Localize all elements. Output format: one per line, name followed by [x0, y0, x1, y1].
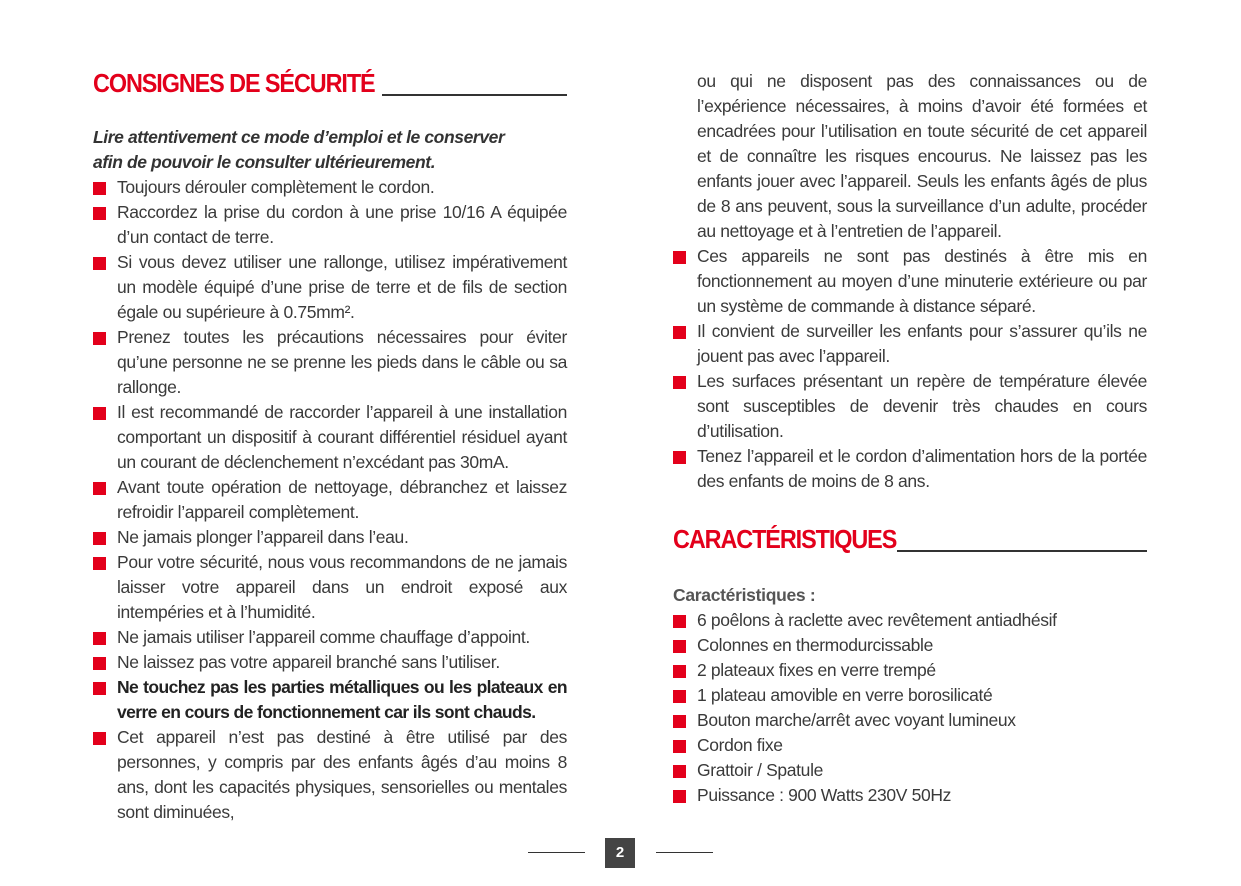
bullet-square-icon — [93, 207, 106, 220]
list-item: Il convient de surveiller les enfants pour s’assurer qu’ils ne jouent pas avec l’appareil. — [673, 319, 1147, 369]
footer-rule-left — [528, 852, 585, 853]
bullet-square-icon — [93, 632, 106, 645]
safety-list-continued — [673, 244, 1147, 494]
list-item: Ne jamais plonger l’appareil dans l’eau. — [93, 525, 567, 550]
feature-item: 6 poêlons à raclette avec revêtement antiadhésif — [673, 608, 1147, 633]
features-section-title — [673, 522, 1147, 556]
bullet-square-icon — [93, 732, 106, 745]
bullet-square-icon — [93, 532, 106, 545]
bullet-square-icon — [673, 615, 686, 628]
feature-item: Grattoir / Spatule — [673, 758, 1147, 783]
intro-line-2: afin de pouvoir le consulter ultérieurement. — [93, 152, 436, 172]
bullet-square-icon — [673, 640, 686, 653]
bullet-square-icon — [93, 257, 106, 270]
list-item: Si vous devez utiliser une rallonge, utilisez impérativement un modèle équipé d’une prise de terre et de fils de section égale ou supérieure à 0.75mm². — [93, 250, 567, 325]
feature-item: 2 plateaux fixes en verre trempé — [673, 658, 1147, 683]
list-item: Ces appareils ne sont pas destinés à être mis en fonctionnement au moyen d’une minuterie extérieure ou par un système de commande à distance séparé. — [673, 244, 1147, 319]
bullet-square-icon — [93, 557, 106, 570]
bullet-square-icon — [93, 482, 106, 495]
safety-list — [93, 175, 567, 825]
bullet-square-icon — [93, 182, 106, 195]
feature-item: Puissance : 900 Watts 230V 50Hz — [673, 783, 1147, 808]
page-number: 2 — [605, 838, 635, 868]
title-underline — [897, 550, 1147, 552]
bullet-square-icon — [93, 682, 106, 695]
continued-paragraph: ou qui ne disposent pas des connaissances ou de l’expérience nécessaires, à moins d’avoir été formées et encadrées pour l’utilisation en toute sécurité de cet appareil et de connaître les risques encourus. Ne laissez pas les enfants jouer avec l’appareil. Seuls les enfants âgés de plus de 8 ans peuvent, sous la surveillance d’un adulte, procéder au nettoyage et à l’entretien de l’appareil. — [697, 71, 1147, 241]
left-column — [93, 66, 567, 825]
list-item: Cet appareil n’est pas destiné à être utilisé par des personnes, y compris par des enfants âgés d’au moins 8 ans, dont les capacités physiques, sensorielles ou mentales sont diminuées, — [93, 725, 567, 825]
list-item: Toujours dérouler complètement le cordon. — [93, 175, 567, 200]
bullet-square-icon — [673, 765, 686, 778]
list-item: Ne laissez pas votre appareil branché sans l’utiliser. — [93, 650, 567, 675]
list-item: Pour votre sécurité, nous vous recommandons de ne jamais laisser votre appareil dans un endroit exposé aux intempéries et à l’humidité. — [93, 550, 567, 625]
safety-title-text: CONSIGNES DE SÉCURITÉ — [93, 68, 375, 98]
feature-item: 1 plateau amovible en verre borosilicaté — [673, 683, 1147, 708]
list-item-warning: Ne touchez pas les parties métalliques ou les plateaux en verre en cours de fonctionnement car ils sont chauds. — [93, 675, 567, 725]
list-item: Raccordez la prise du cordon à une prise 10/16 A équipée d’un contact de terre. — [93, 200, 567, 250]
bullet-square-icon — [673, 740, 686, 753]
list-item: Tenez l’appareil et le cordon d’alimentation hors de la portée des enfants de moins de 8 ans. — [673, 444, 1147, 494]
page-footer — [0, 838, 1241, 868]
bullet-square-icon — [93, 657, 106, 670]
safety-section-title — [93, 66, 567, 100]
list-item: Avant toute opération de nettoyage, débranchez et laissez refroidir l’appareil complètement. — [93, 475, 567, 525]
bullet-square-icon — [673, 715, 686, 728]
features-title-text: CARACTÉRISTIQUES — [673, 524, 897, 554]
title-underline — [382, 94, 567, 96]
feature-item: Colonnes en thermodurcissable — [673, 633, 1147, 658]
feature-item: Bouton marche/arrêt avec voyant lumineux — [673, 708, 1147, 733]
bullet-square-icon — [673, 451, 686, 464]
list-item: Il est recommandé de raccorder l’appareil à une installation comportant un dispositif à courant différentiel résiduel ayant un courant de déclenchement n’excédant pas 30mA. — [93, 400, 567, 475]
list-item: Les surfaces présentant un repère de température élevée sont susceptibles de devenir très chaudes en cours d’utilisation. — [673, 369, 1147, 444]
safety-intro — [93, 125, 567, 175]
bullet-square-icon — [93, 407, 106, 420]
right-column — [673, 69, 1147, 808]
bullet-square-icon — [673, 326, 686, 339]
bullet-square-icon — [673, 690, 686, 703]
footer-rule-right — [656, 852, 713, 853]
features-heading: Caractéristiques : — [673, 585, 816, 605]
bullet-square-icon — [673, 665, 686, 678]
list-item: Prenez toutes les précautions nécessaires pour éviter qu’une personne ne se prenne les pieds dans le câble ou sa rallonge. — [93, 325, 567, 400]
bullet-square-icon — [93, 332, 106, 345]
feature-item: Cordon fixe — [673, 733, 1147, 758]
bullet-square-icon — [673, 376, 686, 389]
intro-line-1: Lire attentivement ce mode d’emploi et le conserver — [93, 127, 505, 147]
bullet-square-icon — [673, 790, 686, 803]
features-list — [673, 608, 1147, 808]
bullet-square-icon — [673, 251, 686, 264]
list-item: Ne jamais utiliser l’appareil comme chauffage d’appoint. — [93, 625, 567, 650]
